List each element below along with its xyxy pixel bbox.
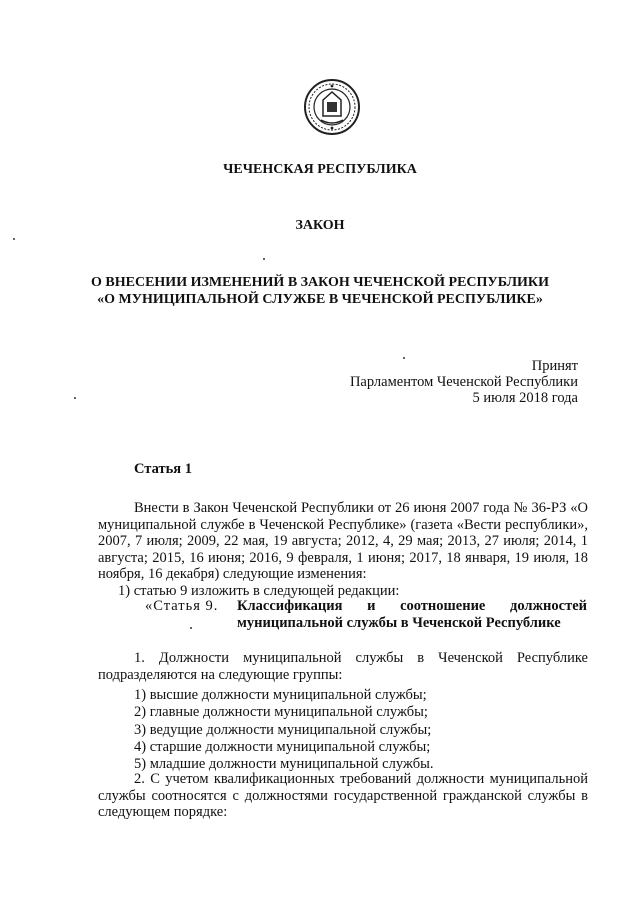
list-item: 3) ведущие должности муниципальной службы;: [134, 721, 432, 738]
scan-speck: [190, 627, 192, 629]
scan-speck: [74, 397, 76, 399]
document-type: ЗАКОН: [295, 218, 345, 233]
adoption-line-2: Парламентом Чеченской Республики: [349, 374, 578, 390]
group-list: [134, 687, 433, 773]
article-1-heading: Статья 1: [134, 461, 192, 477]
adoption-block: [350, 358, 578, 406]
republic-heading: ЧЕЧЕНСКАЯ РЕСПУБЛИКА: [223, 162, 417, 177]
quoted-article-label: «Статья 9.: [145, 598, 219, 614]
law-title-line-2: «О МУНИЦИПАЛЬНОЙ СЛУЖБЕ В ЧЕЧЕНСКОЙ РЕСПУБЛИКЕ»: [97, 292, 543, 307]
scan-speck: [263, 258, 265, 260]
quoted-article-title-line-1: Классификация и соотношение должностей: [237, 598, 587, 614]
scan-speck: [403, 357, 405, 359]
list-item: 2) главные должности муниципальной службы;: [134, 704, 428, 721]
adoption-line-1: Принят: [531, 358, 578, 374]
point-1-text: 1. Должности муниципальной службы в Чеченской Республике подразделяются на следующие группы:: [98, 650, 588, 683]
scan-speck: [13, 238, 15, 240]
list-item: 1) высшие должности муниципальной службы;: [134, 687, 427, 703]
law-title-line-1: О ВНЕСЕНИИ ИЗМЕНЕНИЙ В ЗАКОН ЧЕЧЕНСКОЙ РЕСПУБЛИКИ: [91, 275, 549, 290]
article-1-intro: Внести в Закон Чеченской Республики от 26 июня 2007 года № 36-РЗ «О муниципальной службе в Чеченской Республике» (газета «Вести республики», 2007, 7 июля; 2009, 22 мая, 19 августа; 2012, 4, 29 мая; 2013, 27 июля; 2014, 1 августа; 2015, 16 июня; 2016, 9 февраля, 1 июня; 2017, 18 января, 19 июля, 18 ноября, 16 декабря) следующие изменения:: [98, 500, 588, 582]
chechen-republic-emblem-icon: [303, 78, 361, 136]
amendment-item-1: 1) статью 9 изложить в следующей редакции:: [118, 583, 400, 599]
point-2-text: 2. С учетом квалификационных требований должности муниципальной службы соотносятся с должностями государственной гражданской службы в следующем порядке:: [98, 771, 588, 820]
list-item: 5) младшие должности муниципальной службы.: [134, 756, 434, 773]
list-item: 4) старшие должности муниципальной службы;: [134, 738, 431, 755]
quoted-article-title-line-2: муниципальной службы в Чеченской Республике: [237, 615, 561, 631]
adoption-date: 5 июля 2018 года: [472, 390, 578, 406]
law-title: [60, 274, 580, 308]
